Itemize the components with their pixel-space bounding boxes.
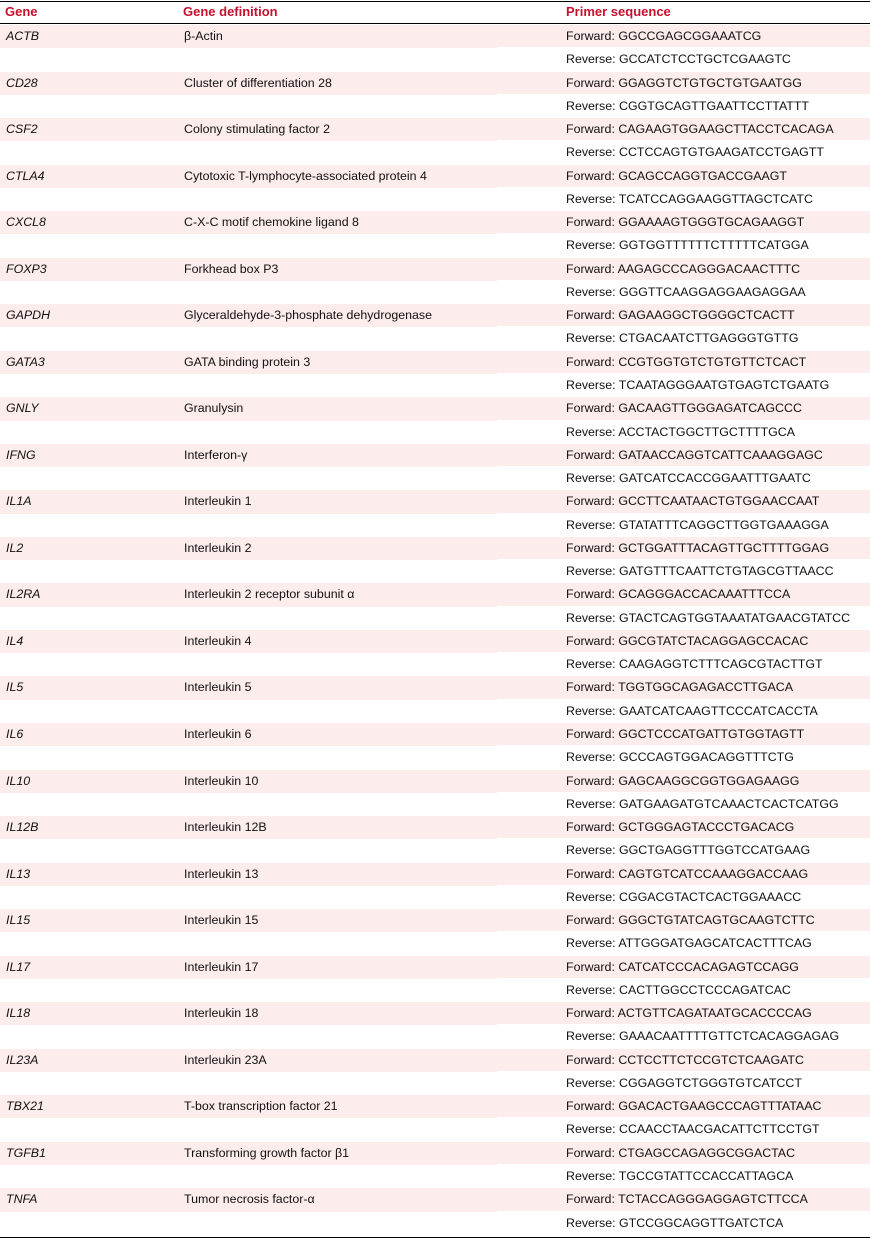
table-row-forward	[0, 444, 870, 467]
gene-symbol: CXCL8	[6, 215, 46, 230]
gene-definition: Colony stimulating factor 2	[184, 122, 331, 137]
gene-symbol: IL18	[6, 1006, 31, 1021]
reverse-primer: Reverse: TCATCCAGGAAGGTTAGCTCATC	[566, 191, 813, 206]
table-row-reverse	[0, 95, 870, 118]
reverse-primer: Reverse: GATGTTTCAATTCTGTAGCGTTAACC	[566, 564, 834, 579]
table-row-forward	[0, 1142, 870, 1165]
table-row-forward	[0, 770, 870, 793]
gene-definition: Granulysin	[184, 401, 244, 416]
gene-definition: Interleukin 2	[184, 540, 252, 555]
gene-symbol: GNLY	[6, 401, 39, 416]
reverse-primer: Reverse: GCCATCTCCTGCTCGAAGTC	[566, 52, 791, 67]
gene-symbol: IL5	[6, 680, 24, 695]
table-row-reverse	[0, 979, 870, 1002]
reverse-primer: Reverse: GTATATTTCAGGCTTGGTGAAAGGA	[566, 517, 829, 532]
gene-definition: Cytotoxic T-lymphocyte-associated protein 4	[184, 168, 427, 183]
reverse-primer: Reverse: GGTGGTTTTTTCTTTTTCATGGA	[566, 238, 809, 253]
table-row-forward	[0, 583, 870, 606]
forward-primer: Forward: GCTGGGAGTACCCTGACACG	[566, 820, 795, 835]
forward-primer: Forward: GATAACCAGGTCATTCAAAGGAGC	[566, 447, 823, 462]
forward-primer: Forward: TCTACCAGGGAGGAGTCTTCCA	[566, 1192, 808, 1207]
reverse-primer: Reverse: GAAACAATTTTGTTCTCACAGGAGAG	[566, 1029, 840, 1044]
table-row-forward	[0, 351, 870, 374]
gene-definition: Interleukin 6	[184, 726, 252, 741]
gene-symbol: TBX21	[6, 1099, 44, 1114]
table-row-reverse	[0, 1212, 870, 1235]
forward-primer: Forward: GGGCTGTATCAGTGCAAGTCTTC	[566, 913, 815, 928]
forward-primer: Forward: CCGTGGTGTCTGTGTTCTCACT	[566, 354, 807, 369]
gene-definition: β-Actin	[184, 29, 223, 43]
forward-primer: Forward: GGAAAAGTGGGTGCAGAAGGT	[566, 215, 805, 230]
gene-definition: Interleukin 4	[184, 633, 252, 648]
table-row-reverse	[0, 327, 870, 350]
table-row-forward	[0, 304, 870, 327]
gene-symbol: IL1A	[6, 494, 32, 509]
table-row-reverse	[0, 700, 870, 723]
gene-definition: Interleukin 10	[184, 773, 259, 788]
table-row-forward	[0, 118, 870, 141]
table-row-forward	[0, 863, 870, 886]
reverse-primer: Reverse: GATGAAGATGTCAAACTCACTCATGG	[566, 796, 839, 811]
gene-symbol: ACTB	[6, 29, 40, 43]
table-row-reverse	[0, 141, 870, 164]
table-row-reverse	[0, 886, 870, 909]
gene-symbol: FOXP3	[6, 261, 47, 276]
table-row-reverse	[0, 467, 870, 490]
gene-symbol: IL10	[6, 773, 31, 788]
table-row-forward	[0, 1095, 870, 1118]
reverse-primer: Reverse: GATCATCCACCGGAATTTGAATC	[566, 471, 811, 486]
forward-primer: Forward: GGCCGAGCGGAAATCG	[566, 29, 762, 43]
reverse-primer: Reverse: CTGACAATCTTGAGGGTGTTG	[566, 331, 799, 346]
table-row-reverse	[0, 607, 870, 630]
table-row-reverse	[0, 1118, 870, 1141]
reverse-primer: Reverse: CACTTGGCCTCCCAGATCAC	[566, 982, 791, 997]
gene-symbol: CTLA4	[6, 168, 45, 183]
reverse-primer: Reverse: GAATCATCAAGTTCCCATCACCTA	[566, 703, 818, 718]
gene-symbol: CD28	[6, 75, 38, 90]
reverse-primer: Reverse: CGGAGGTCTGGGTGTCATCCT	[566, 1075, 802, 1090]
gene-definition: C-X-C motif chemokine ligand 8	[184, 215, 359, 230]
table-row-forward	[0, 25, 870, 48]
reverse-primer: Reverse: ATTGGGATGAGCATCACTTTCAG	[566, 936, 812, 951]
table-row-reverse	[0, 514, 870, 537]
forward-primer: Forward: CTGAGCCAGAGGCGGACTAC	[566, 1145, 796, 1160]
forward-primer: Forward: GGCTCCCATGATTGTGGTAGTT	[566, 726, 805, 741]
reverse-primer: Reverse: GCCCAGTGGACAGGTTTCTG	[566, 750, 794, 765]
reverse-primer: Reverse: CCAACCTAACGACATTCTTCCTGT	[566, 1122, 820, 1137]
forward-primer: Forward: GAGCAAGGCGGTGGAGAAGG	[566, 773, 800, 788]
table-row-reverse	[0, 234, 870, 257]
reverse-primer: Reverse: ACCTACTGGCTTGCTTTTGCA	[566, 424, 796, 439]
table-row-reverse	[0, 560, 870, 583]
gene-symbol: IFNG	[6, 447, 36, 462]
table-row-forward	[0, 490, 870, 513]
reverse-primer: Reverse: TGCCGTATTCCACCATTAGCA	[566, 1169, 794, 1184]
gene-definition: Interleukin 23A	[184, 1052, 267, 1067]
table-row-reverse	[0, 48, 870, 71]
table-row-reverse	[0, 653, 870, 676]
gene-definition: Interferon-γ	[184, 447, 248, 462]
gene-symbol: GATA3	[6, 354, 45, 369]
table-row-reverse	[0, 793, 870, 816]
gene-definition: GATA binding protein 3	[184, 354, 311, 369]
gene-definition: Interleukin 12B	[184, 820, 267, 835]
forward-primer: Forward: GACAAGTTGGGAGATCAGCCC	[566, 401, 802, 416]
gene-symbol: TNFA	[6, 1192, 38, 1207]
gene-definition: Interleukin 2 receptor subunit α	[184, 587, 355, 602]
gene-definition: Forkhead box P3	[184, 261, 279, 276]
table-row-forward	[0, 909, 870, 932]
table-row-forward	[0, 1049, 870, 1072]
header-gene-definition: Gene definition	[183, 4, 278, 19]
gene-definition: Transforming growth factor β1	[184, 1145, 350, 1160]
gene-definition: Interleukin 5	[184, 680, 252, 695]
reverse-primer: Reverse: GGGTTCAAGGAGGAAGAGGAA	[566, 284, 806, 299]
table-row-forward	[0, 956, 870, 979]
table-row-forward	[0, 211, 870, 234]
gene-symbol: TGFB1	[6, 1145, 46, 1160]
reverse-primer: Reverse: TCAATAGGGAATGTGAGTCTGAATG	[566, 377, 830, 392]
table-row-forward	[0, 676, 870, 699]
gene-definition: Interleukin 13	[184, 866, 259, 881]
forward-primer: Forward: ACTGTTCAGATAATGCACCCCAG	[566, 1006, 812, 1021]
table-row-forward	[0, 1002, 870, 1025]
header-primer-sequence: Primer sequence	[566, 4, 671, 19]
table-row-forward	[0, 816, 870, 839]
table-row-forward	[0, 1188, 870, 1211]
reverse-primer: Reverse: GTCCGGCAGGTTGATCTCA	[566, 1215, 784, 1230]
table-row-reverse	[0, 421, 870, 444]
forward-primer: Forward: GGAGGTCTGTGCTGTGAATGG	[566, 75, 802, 90]
table-body	[0, 25, 870, 1235]
forward-primer: Forward: GCAGCCAGGTGACCGAAGT	[566, 168, 787, 183]
reverse-primer: Reverse: CGGTGCAGTTGAATTCCTTATTT	[566, 98, 809, 113]
table-top-rule	[0, 1, 870, 2]
gene-definition: T-box transcription factor 21	[184, 1099, 338, 1114]
reverse-primer: Reverse: GTACTCAGTGGTAAATATGAACGTATCC	[566, 610, 851, 625]
reverse-primer: Reverse: CAAGAGGTCTTTCAGCGTACTTGT	[566, 657, 823, 672]
forward-primer: Forward: CCTCCTTCTCCGTCTCAAGATC	[566, 1052, 804, 1067]
gene-definition: Cluster of differentiation 28	[184, 75, 332, 90]
table-row-reverse	[0, 746, 870, 769]
gene-symbol: IL4	[6, 633, 24, 648]
gene-definition: Tumor necrosis factor-α	[184, 1192, 315, 1207]
table-row-forward	[0, 630, 870, 653]
table-row-reverse	[0, 281, 870, 304]
gene-symbol: IL2	[6, 540, 24, 555]
reverse-primer: Reverse: GGCTGAGGTTTGGTCCATGAAG	[566, 843, 811, 858]
table-row-reverse	[0, 1025, 870, 1048]
reverse-primer: Reverse: CGGACGTACTCACTGGAAACC	[566, 889, 802, 904]
gene-definition: Interleukin 1	[184, 494, 252, 509]
forward-primer: Forward: CAGAAGTGGAAGCTTACCTCACAGA	[566, 122, 834, 137]
gene-symbol: IL23A	[6, 1052, 39, 1067]
gene-definition: Interleukin 17	[184, 959, 259, 974]
forward-primer: Forward: CATCATCCCACAGAGTCCAGG	[566, 959, 799, 974]
forward-primer: Forward: TGGTGGCAGAGACCTTGACA	[566, 680, 793, 695]
gene-symbol: GAPDH	[6, 308, 51, 323]
table-row-forward	[0, 537, 870, 560]
forward-primer: Forward: GGACACTGAAGCCCAGTTTATAAC	[566, 1099, 822, 1114]
header-gene: Gene	[5, 4, 38, 19]
table-row-forward	[0, 258, 870, 281]
reverse-primer: Reverse: CCTCCAGTGTGAAGATCCTGAGTT	[566, 145, 824, 160]
forward-primer: Forward: GCTGGATTTACAGTTGCTTTTGGAG	[566, 540, 830, 555]
gene-symbol: IL15	[6, 913, 31, 928]
forward-primer: Forward: GGCGTATCTACAGGAGCCACAC	[566, 633, 809, 648]
table-row-forward	[0, 165, 870, 188]
table-row-reverse	[0, 188, 870, 211]
forward-primer: Forward: GAGAAGGCTGGGGCTCACTT	[566, 308, 795, 323]
forward-primer: Forward: GCCTTCAATAACTGTGGAACCAAT	[566, 494, 820, 509]
gene-definition: Glyceraldehyde-3-phosphate dehydrogenase	[184, 308, 432, 323]
table-row-reverse	[0, 374, 870, 397]
table-row-reverse	[0, 932, 870, 955]
gene-symbol: IL6	[6, 726, 24, 741]
gene-symbol: IL13	[6, 866, 31, 881]
table-row-reverse	[0, 839, 870, 862]
table-row-forward	[0, 723, 870, 746]
forward-primer: Forward: AAGAGCCCAGGGACAACTTTC	[566, 261, 801, 276]
gene-symbol: IL2RA	[6, 587, 41, 602]
header-rule	[0, 23, 870, 24]
table-row-forward	[0, 397, 870, 420]
gene-definition: Interleukin 18	[184, 1006, 259, 1021]
forward-primer: Forward: GCAGGGACCACAAATTTCCA	[566, 587, 791, 602]
gene-symbol: CSF2	[6, 122, 38, 137]
gene-symbol: IL12B	[6, 820, 39, 835]
gene-definition: Interleukin 15	[184, 913, 259, 928]
table-row-reverse	[0, 1072, 870, 1095]
table-row-reverse	[0, 1165, 870, 1188]
gene-symbol: IL17	[6, 959, 31, 974]
forward-primer: Forward: CAGTGTCATCCAAAGGACCAAG	[566, 866, 809, 881]
table-row-forward	[0, 72, 870, 95]
